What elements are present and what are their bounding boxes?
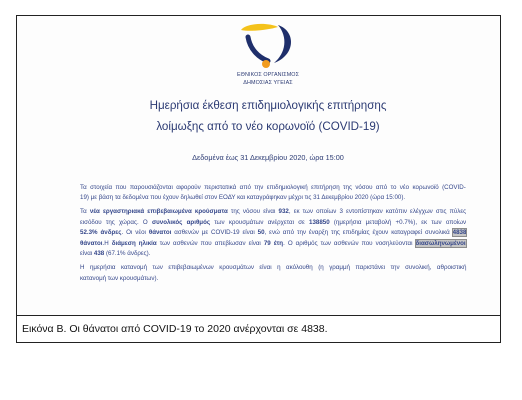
text-run: Τα bbox=[80, 208, 90, 216]
text-run: εισόδου της χώρας. Ο bbox=[80, 218, 152, 226]
figure-caption: Εικόνα Β. Οι θάνατοι από COVID-19 το 2020 ανέρχονται σε 4838. bbox=[22, 323, 328, 335]
text-run: .Η bbox=[102, 239, 112, 247]
logo-orange-dot bbox=[262, 60, 270, 68]
bold-text-run: νέα εργαστηριακά επιβεβαιωμένα κρούσματα bbox=[89, 208, 228, 216]
report-line bbox=[80, 249, 150, 260]
text-run: (ημερήσια μεταβολή +0.7%), εκ των οποίων bbox=[329, 218, 467, 226]
report-paragraph bbox=[80, 207, 466, 260]
text-run: Τα στοιχεία που παρουσιάζονται αφορούν περιστατικά από την επιδημιολογική επιτήρηση της νόσου από το νέο κορωνοϊό (COVID- bbox=[80, 183, 466, 191]
bold-text-run: θάνατοι bbox=[148, 229, 172, 237]
bold-text-run: διάμεση ηλικία bbox=[111, 239, 157, 247]
text-run: , ενώ από την έναρξη της επιδημίας έχουν καταγραφεί συνολικά bbox=[264, 229, 453, 237]
report-line bbox=[80, 193, 405, 204]
org-name-line: ΕΘΝΙΚΟΣ ΟΡΓΑΝΙΣΜΟΣ bbox=[236, 72, 300, 78]
report-title bbox=[117, 95, 419, 137]
text-run: των κρουσμάτων ανέρχεται σε bbox=[210, 218, 309, 226]
report-paragraph bbox=[80, 183, 466, 204]
bold-text-run: 50 bbox=[257, 229, 265, 237]
logo-yellow-shape bbox=[241, 24, 278, 31]
logo-navy-crescent bbox=[274, 25, 291, 63]
bold-text-run: 932 bbox=[278, 208, 289, 216]
report-line bbox=[80, 207, 466, 218]
text-run: ασθενών με COVID-19 είναι bbox=[171, 229, 258, 237]
bold-text-run: θάνατοι bbox=[80, 239, 103, 247]
org-name-line: ΔΗΜΟΣΙΑΣ ΥΓΕΙΑΣ bbox=[243, 79, 293, 86]
highlighted-value: 4838 bbox=[452, 229, 467, 237]
report-line bbox=[80, 183, 466, 194]
text-run: . Οι νέοι bbox=[121, 229, 149, 237]
report-body bbox=[80, 183, 466, 288]
report-line bbox=[80, 228, 466, 239]
logo-navy-arc bbox=[248, 37, 268, 61]
bold-text-run: 52.3% άνδρες bbox=[80, 229, 122, 237]
report-image bbox=[17, 16, 500, 316]
text-run: (67.1% άνδρες). bbox=[104, 250, 151, 258]
bold-text-run: 138850 bbox=[309, 218, 330, 226]
highlighted-value: διασωληνωμένοι bbox=[415, 239, 466, 247]
text-run: Η ημερήσια κατανομή των επιβεβαιωμένων κρουσμάτων είναι η ακόλουθη (η γραμμή παριστάνει την συνολική, αθροιστική bbox=[80, 264, 467, 272]
eody-logo-icon bbox=[238, 21, 298, 69]
text-run: , εκ των οποίων 3 εντοπίστηκαν κατόπιν ελέγχων στις πύλες bbox=[288, 208, 467, 216]
text-run: κατανομή των κρουσμάτων). bbox=[80, 274, 159, 282]
bold-text-run: 79 έτη bbox=[263, 239, 284, 247]
report-line bbox=[80, 218, 466, 229]
text-run: . Ο αριθμός των ασθενών που νοσηλεύονται bbox=[283, 239, 416, 247]
text-run: είναι bbox=[80, 250, 94, 258]
report-line bbox=[80, 239, 466, 250]
report-paragraph bbox=[80, 263, 466, 284]
report-subtitle: Δεδομένα έως 31 Δεκεμβρίου 2020, ώρα 15:00 bbox=[192, 153, 344, 162]
text-run: των ασθενών που απεβίωσαν είναι bbox=[156, 239, 264, 247]
text-run: 19) με βάση τα δεδομένα που έχουν δηλωθεί στον ΕΟΔΥ και καταγράφηκαν μέχρι τις 31 Δεκεμβρίου 2020 (ώρα 15:00). bbox=[80, 194, 406, 202]
bold-text-run: συνολικός αριθμός bbox=[151, 218, 211, 226]
figure bbox=[16, 15, 501, 343]
org-name bbox=[193, 72, 343, 87]
report-line bbox=[80, 274, 158, 285]
report-line bbox=[80, 263, 466, 274]
report-title-line: λοίμωξης από το νέο κορωνοϊό (COVID-19) bbox=[156, 119, 380, 133]
report-title-line: Ημερήσια έκθεση επιδημιολογικής επιτήρησης bbox=[149, 98, 387, 112]
bold-text-run: 438 bbox=[93, 250, 105, 258]
text-run: της νόσου είναι bbox=[227, 208, 279, 216]
